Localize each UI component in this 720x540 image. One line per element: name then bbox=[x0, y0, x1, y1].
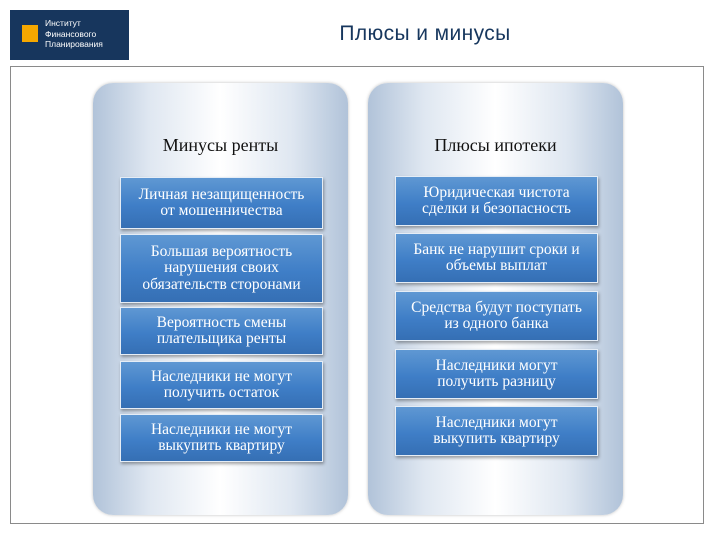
column-title: Плюсы ипотеки bbox=[434, 135, 557, 155]
column-title: Минусы ренты bbox=[162, 135, 279, 155]
card-line: выкупить квартиру bbox=[433, 430, 560, 447]
mortgage-pros-card bbox=[395, 406, 598, 456]
logo-text bbox=[45, 18, 103, 50]
slide-title: Плюсы и минусы bbox=[339, 22, 511, 45]
card-line: получить разницу bbox=[437, 373, 556, 390]
card-line: Банк не нарушит сроки и bbox=[413, 240, 580, 258]
mortgage-pros-card bbox=[395, 349, 598, 399]
card-line: Вероятность смены bbox=[156, 313, 287, 331]
mortgage-pros-card bbox=[395, 291, 598, 341]
mortgage-pros-card bbox=[395, 176, 598, 226]
card-line: Личная незащищенность bbox=[138, 185, 305, 203]
card-line: Наследники могут bbox=[435, 356, 558, 374]
card-line: Наследники могут bbox=[435, 413, 558, 431]
rent-cons-card bbox=[120, 361, 323, 409]
card-line: объемы выплат bbox=[445, 257, 548, 274]
logo-line: Институт bbox=[45, 18, 81, 28]
card-line: плательщика ренты bbox=[156, 330, 287, 347]
card-line: от мошенничества bbox=[160, 202, 283, 219]
card-line: выкупить квартиру bbox=[158, 437, 285, 454]
rent-cons-card bbox=[120, 307, 323, 355]
rent-cons-card bbox=[120, 177, 323, 229]
card-line: сделки и безопасность bbox=[422, 200, 571, 217]
card-line: Наследники не могут bbox=[150, 420, 293, 438]
rent-cons-card bbox=[120, 414, 323, 462]
card-line: Средства будут поступать bbox=[411, 298, 582, 316]
rent-cons-column bbox=[93, 83, 348, 515]
card-line: получить остаток bbox=[163, 384, 280, 401]
card-line: из одного банка bbox=[444, 315, 549, 332]
rent-cons-card bbox=[120, 234, 323, 303]
logo-square-icon bbox=[22, 25, 38, 42]
mortgage-pros-column bbox=[368, 83, 623, 515]
card-line: обязательств сторонами bbox=[142, 275, 301, 293]
card-line: нарушения своих bbox=[164, 259, 279, 277]
institute-logo bbox=[10, 10, 129, 60]
logo-line: Финансового bbox=[45, 28, 97, 39]
card-line: Большая вероятность bbox=[150, 242, 293, 260]
mortgage-pros-card bbox=[395, 233, 598, 283]
logo-line: Планирования bbox=[45, 39, 103, 49]
card-line: Юридическая чистота bbox=[423, 183, 570, 201]
card-line: Наследники не могут bbox=[150, 367, 293, 385]
